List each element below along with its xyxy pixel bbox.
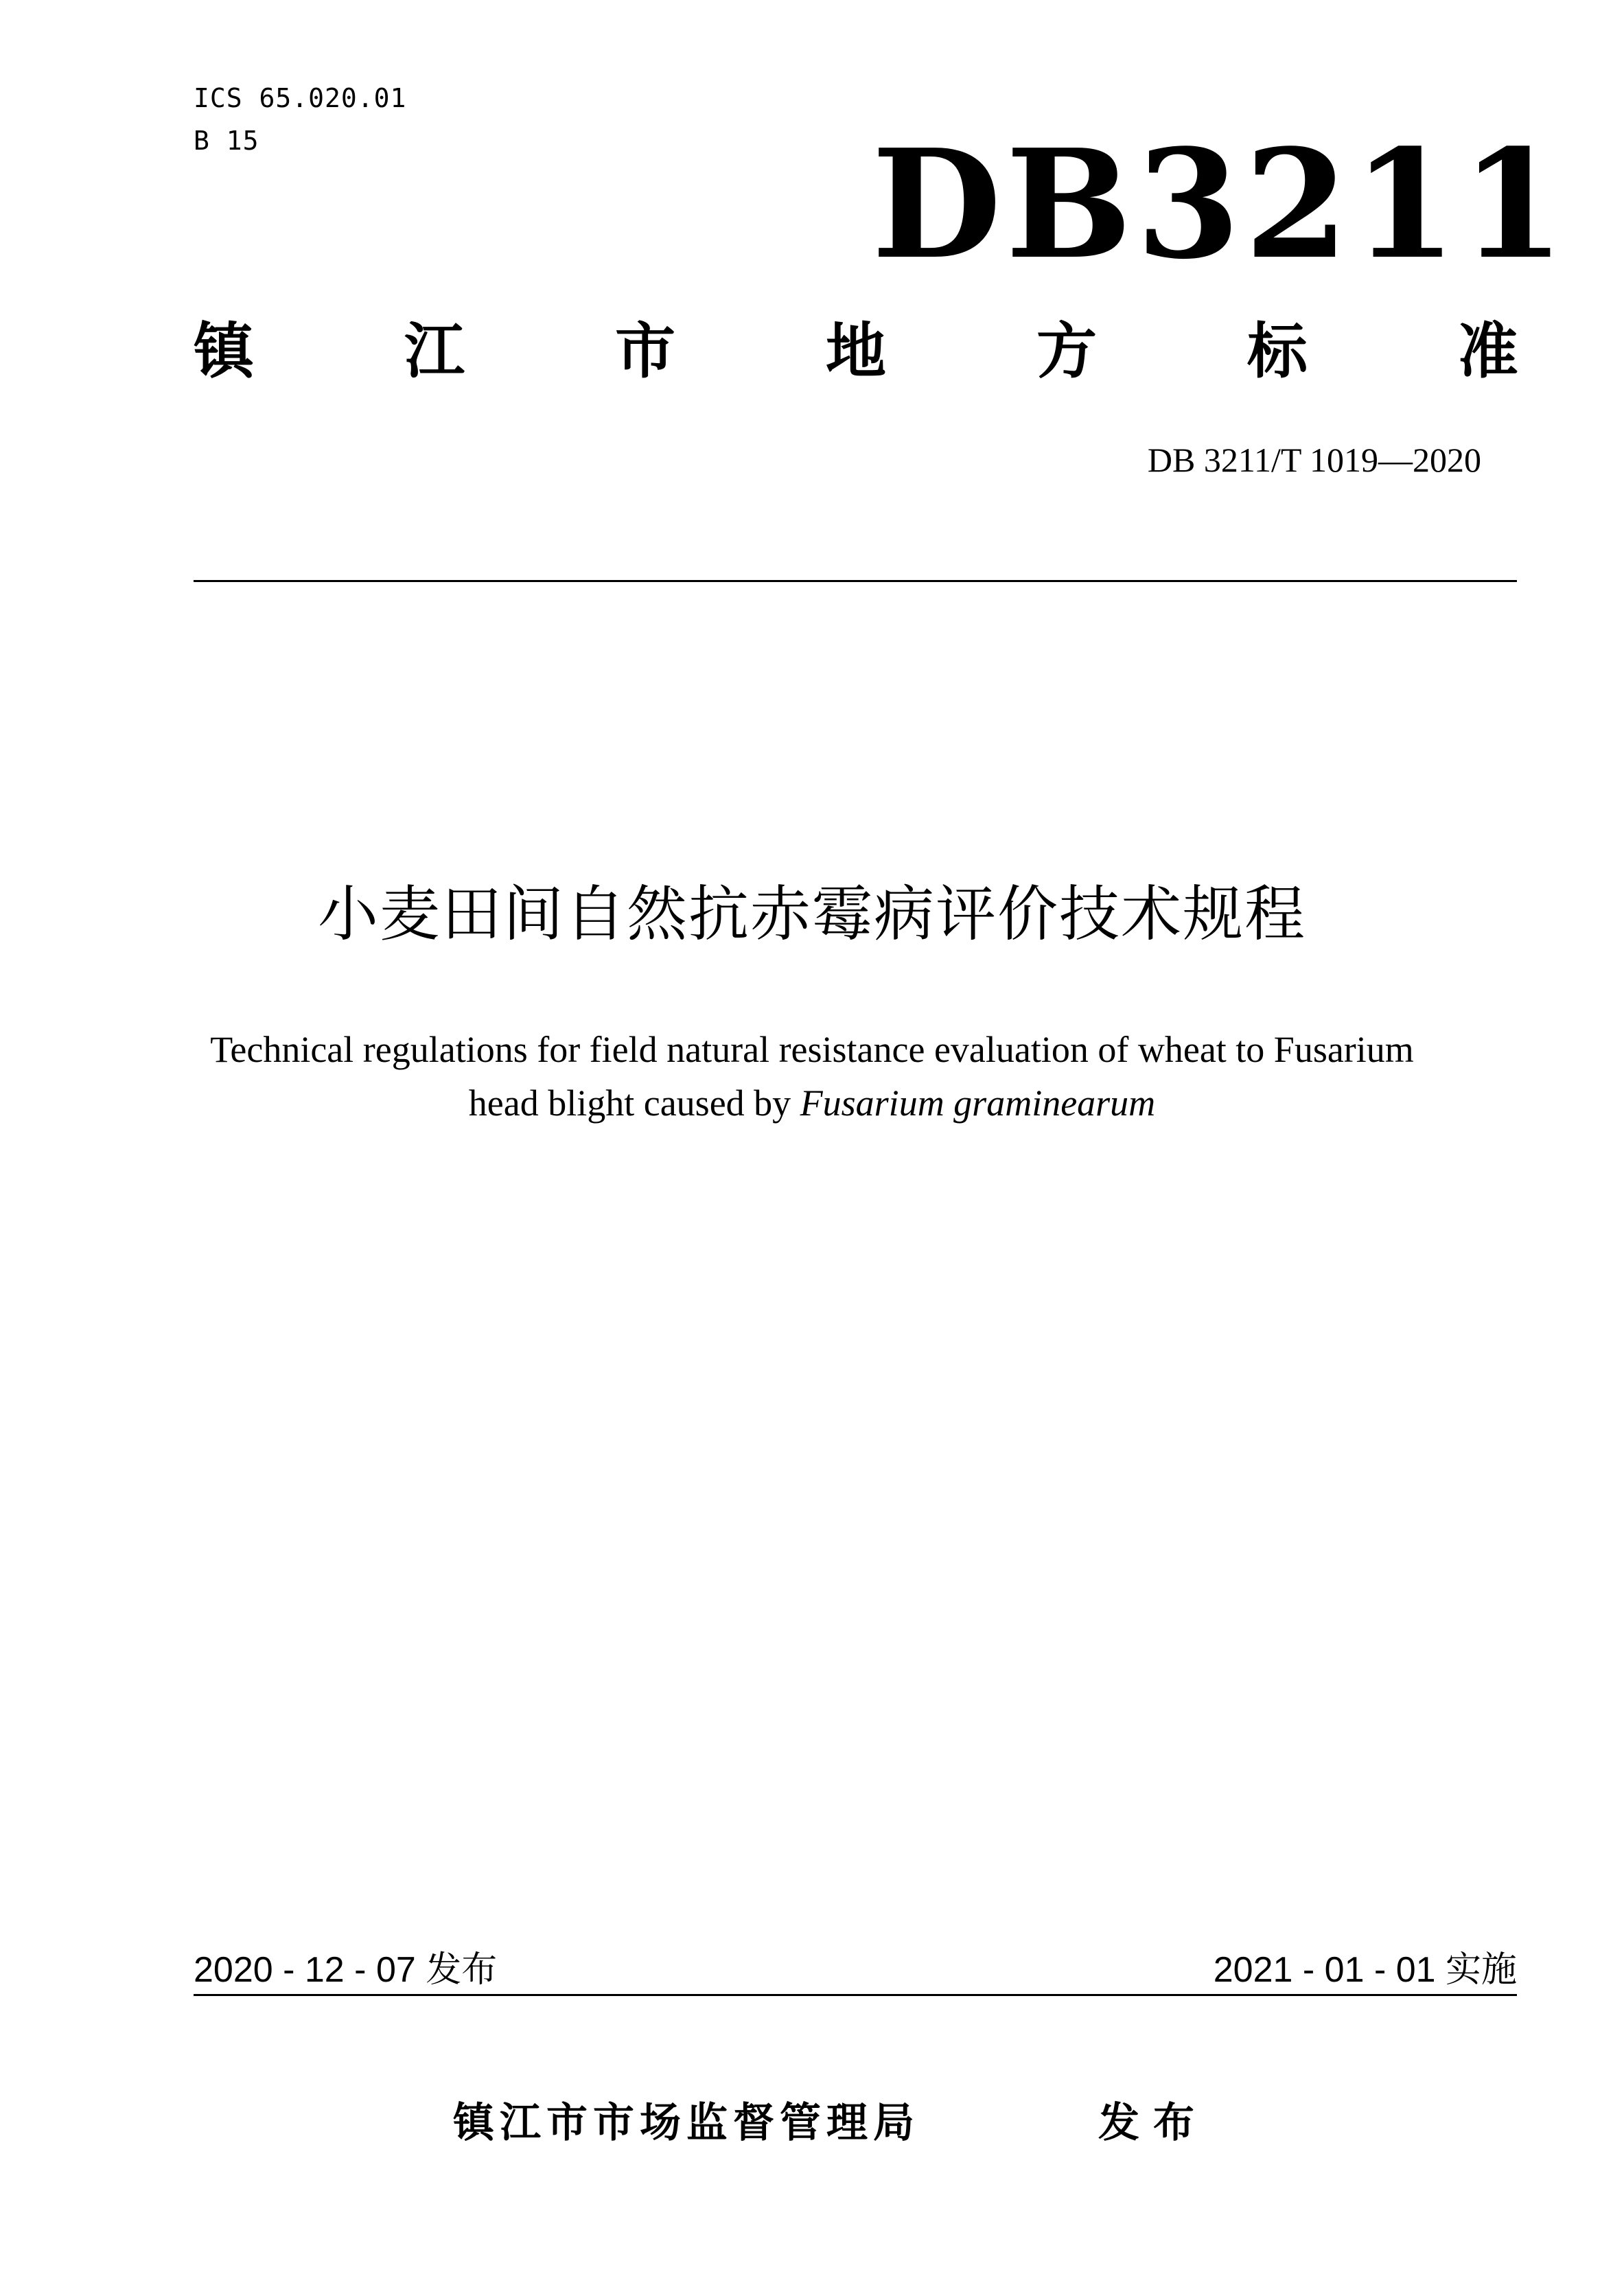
standard-type-char: 江 xyxy=(404,316,465,386)
chinese-title: 小麦田间自然抗赤霉病评价技术规程 xyxy=(317,879,1306,949)
standard-type-char: 市 xyxy=(614,316,675,386)
standard-type-char: 方 xyxy=(1036,316,1097,386)
standard-type-char: 镇 xyxy=(194,316,255,386)
english-title-prefix: head blight caused by xyxy=(468,1082,800,1124)
english-title xyxy=(137,1023,1487,1130)
implementation-date: 2021 - 01 - 01 实施 xyxy=(1213,1950,1517,1990)
ics-code: ICS 65.020.01 xyxy=(194,83,407,113)
standard-type-char: 标 xyxy=(1246,316,1308,386)
issuing-authority: 镇江市市场监督管理局 xyxy=(453,2099,920,2147)
issuing-label: 发布 xyxy=(1098,2099,1208,2147)
standard-type-char: 地 xyxy=(825,316,886,386)
english-title-line-2 xyxy=(137,1076,1487,1130)
english-title-line-1: Technical regulations for field natural resistance evaluation of wheat to Fusarium xyxy=(210,1029,1414,1070)
ccs-code: B 15 xyxy=(194,126,259,156)
db-logo: DB3211 xyxy=(872,117,1570,292)
issue-date: 2020 - 12 - 07 发布 xyxy=(194,1950,498,1990)
standard-type xyxy=(194,317,1518,386)
standard-type-char: 准 xyxy=(1457,316,1518,386)
header-divider xyxy=(194,580,1517,582)
footer-divider xyxy=(194,1994,1517,1996)
english-title-species: Fusarium graminearum xyxy=(800,1082,1156,1124)
standard-code: DB 3211/T 1019—2020 xyxy=(1147,441,1481,479)
